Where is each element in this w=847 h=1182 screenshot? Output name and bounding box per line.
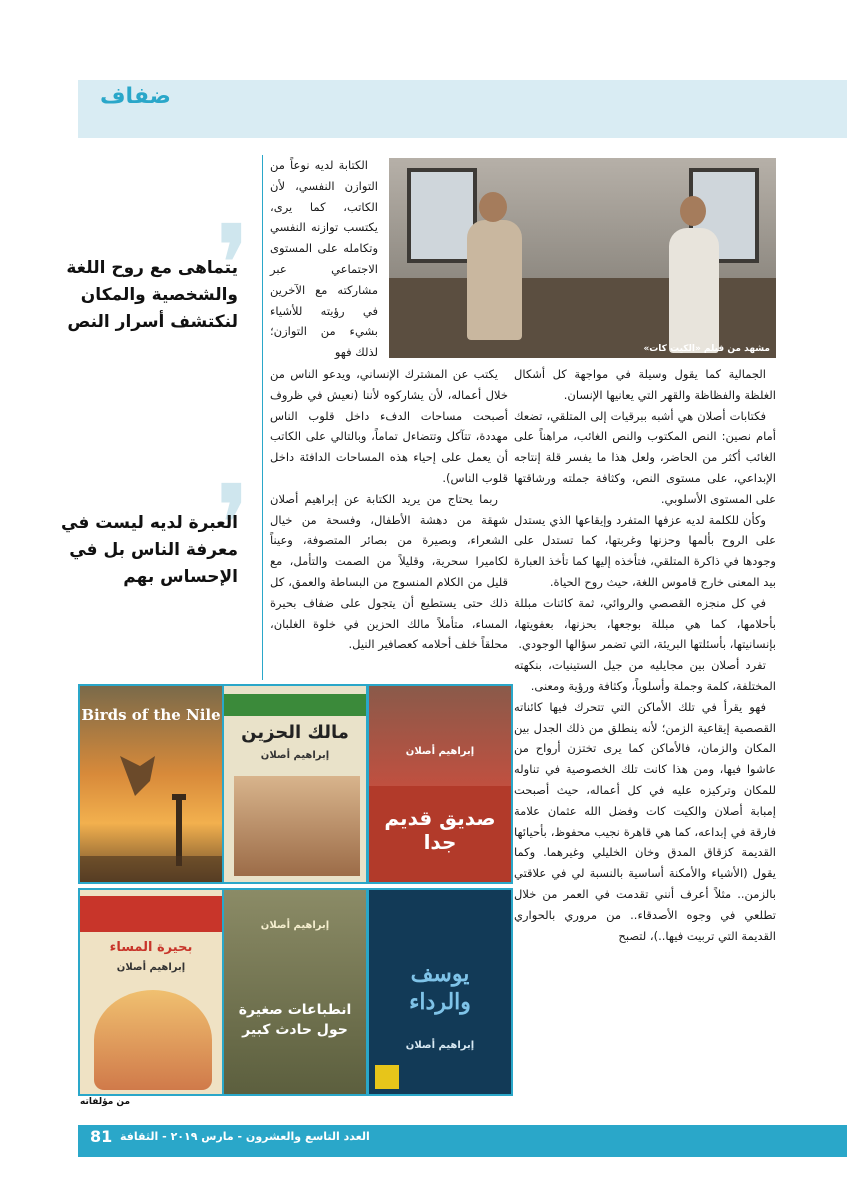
- article-column-right: [514, 364, 776, 946]
- book-cover-title: مالك الحزين: [241, 722, 349, 743]
- page-number: 81: [90, 1127, 113, 1146]
- section-title: ضفاف: [100, 84, 171, 109]
- photo-figure: [467, 220, 522, 340]
- publisher-logo-icon: [375, 1065, 399, 1089]
- article-paragraph: فهو يقرأ في تلك الأماكن التي تتحرك فيها كائناته القصصية إيقاعية الزمن؛ لأنه ينطلق من ذلك الجدل بين المكان والزمان، فالأماكن كما يرى تختزن أرواح من عاشوا فيها، ومن هذا كانت تلك الخصوصية في تناوله للمكان وتركيزه عليه في كل أعماله، حيث أصبحت إمبابة أصلان والكيت كات وفضل الله عثمان علامة فارقة في إبداعه، كما هي قاهرة نجيب محفوظ، بأحيائها القديمة كزقاق المدق وخان الخليلي وغيرهما. وكما يقول (الأشياء والأمكنة أساسية بالنسبة لي في علاقتي بالزمن.. مثلاً أعرف أنني تقدمت في العمر من خلال تطلعي في وجوه الأصدقاء.. من مروري بالحواري القديمة التي تربيت فيها..)، لتصبح: [514, 699, 776, 943]
- footer-issue: [120, 1130, 370, 1143]
- book-cover: [78, 684, 224, 884]
- book-cover-author: إبراهيم أصلان: [116, 962, 186, 973]
- article-paragraph: ربما يحتاج من يريد الكتابة عن إبراهيم أصلان شهقة من دهشة الأطفال، وفسحة من خيال الشعراء، وبصيرة من بصائر المتصوفة، وعيناً لكاميرا سحرية، وقليلاً من الصمت والتأمل، مع قليل من الكلام المنسوج من البساطة والعمق، كل ذلك حتى يستطيع أن يتجول على ضفاف بحيرة المساء، متأملاً مالك الحزين في خلوة الغلبان، محلقاً خلف أحلامه كعصافير النيل.: [270, 491, 508, 652]
- pull-quote: يتماهى مع روح اللغة والشخصية والمكان لنكتشف أسرار النص: [66, 258, 238, 332]
- book-cover: [367, 888, 513, 1096]
- book-cover: [78, 888, 224, 1096]
- book-cover-title: Birds of the Nile: [81, 706, 221, 724]
- covers-credit: من مؤلفاته: [80, 1097, 131, 1107]
- footer-magazine: الثقافة: [120, 1130, 159, 1143]
- article-paragraph: الجمالية كما يقول وسيلة في مواجهة كل أشكال الغلظة والفظاظة والقهر التي يعانيها الإنسان.: [514, 367, 776, 402]
- photo-caption: مشهد من فيلم «الكيت كات»: [643, 344, 770, 354]
- article-paragraph: وكأن للكلمة لديه عزفها المتفرد وإيقاعها الذي يستدل على الروح بألمها وحزنها وغربتها، كما تستدل على وجودها في ذاكرة المتلقي، فتأخذه إليها كما تأخذ العبارة بيد المعنى خارج قاموس اللغة، حيث روح الحياة.: [514, 512, 776, 589]
- footer-issue-text: العدد التاسع والعشرون - مارس ٢٠١٩ -: [162, 1130, 370, 1143]
- book-cover-title: انطباعات صغيرة حول حادث كبير: [238, 1002, 352, 1038]
- book-cover-title: يوسف والرداء: [409, 961, 471, 1015]
- article-column-mid: [270, 364, 508, 655]
- article-paragraph: يكتب عن المشترك الإنساني، ويدعو الناس من خلال أعماله، لأن يشاركوه لأننا (نعيش في ظروف أصبحت مساحات الدفء داخل قلوب الناس مهددة، تتآكل وتتضاءل تماماً، وبالتالي على الكاتب أن يعمل على إحياء هذه المساحات الدافئة داخل قلوب الناس).: [270, 367, 508, 485]
- book-cover: [222, 684, 368, 884]
- book-cover-author: إبراهيم أصلان: [260, 920, 330, 931]
- book-cover-title: صديق قديم جدا: [384, 806, 496, 854]
- film-still-photo: [389, 158, 776, 358]
- photo-figure-head: [680, 196, 706, 226]
- book-cover: [367, 684, 513, 884]
- book-cover-illustration: [94, 990, 212, 1090]
- column-divider: [262, 155, 263, 680]
- photo-figure: [669, 228, 719, 353]
- book-cover-illustration: [234, 776, 360, 876]
- article-paragraph: تفرد أصلان بين مجايليه من جيل الستينيات، بنكهته المختلفة، كلمة وجملة وأسلوباً، وكثافة ورؤية ومعنى.: [514, 658, 776, 693]
- article-column-mid-top: [270, 155, 378, 363]
- book-cover-illustration: [369, 686, 511, 786]
- book-cover: [222, 888, 368, 1096]
- article-paragraph: الكتابة لديه نوعاً من التوازن النفسي، لأن الكاتب، كما يرى، يكتسب توازنه النفسي وتكامله على المستوى الاجتماعي عبر مشاركته مع الآخرين في رؤيته للأشياء بشيء من التوازن؛ لذلك فهو: [270, 158, 378, 360]
- bird-illustration: [80, 686, 224, 884]
- book-cover-author: إبراهيم أصلان: [405, 1040, 475, 1051]
- book-cover-author: إبراهيم أصلان: [260, 750, 330, 761]
- article-paragraph: في كل منجزه القصصي والروائي، ثمة كائنات مبللة بأحلامها، كما هي مبللة بوجعها، بحزنها، بعفويتها، بإنسانيتها، بأسئلتها البريئة، التي تضمر سؤالها الوجودي.: [514, 595, 776, 652]
- article-paragraph: فكتابات أصلان هي أشبه ببرقيات إلى المتلقي، تضعك أمام نصين: النص المكتوب والنص الغائب، مراهناً على الغائب أكثر من الحاضر، ولعل هذا ما يفسر قلة إنتاجه الإبداعي، على مستوى النص، وكثافة جملته ورشاقتها على المستوى الأسلوبي.: [514, 408, 776, 506]
- photo-figure-head: [479, 192, 507, 222]
- book-cover-author: إبراهيم أصلان: [405, 746, 475, 757]
- quote-mark-icon: ❜: [215, 461, 251, 589]
- book-cover-banner: [80, 896, 222, 932]
- pull-quote: العبرة لديه ليست في معرفة الناس بل في الإحساس بهم: [61, 513, 238, 587]
- header-band: [78, 80, 847, 138]
- book-cover-title: بحيرة المساء: [109, 940, 193, 955]
- book-cover-banner: [224, 694, 366, 716]
- quote-mark-icon: ❜: [215, 201, 251, 329]
